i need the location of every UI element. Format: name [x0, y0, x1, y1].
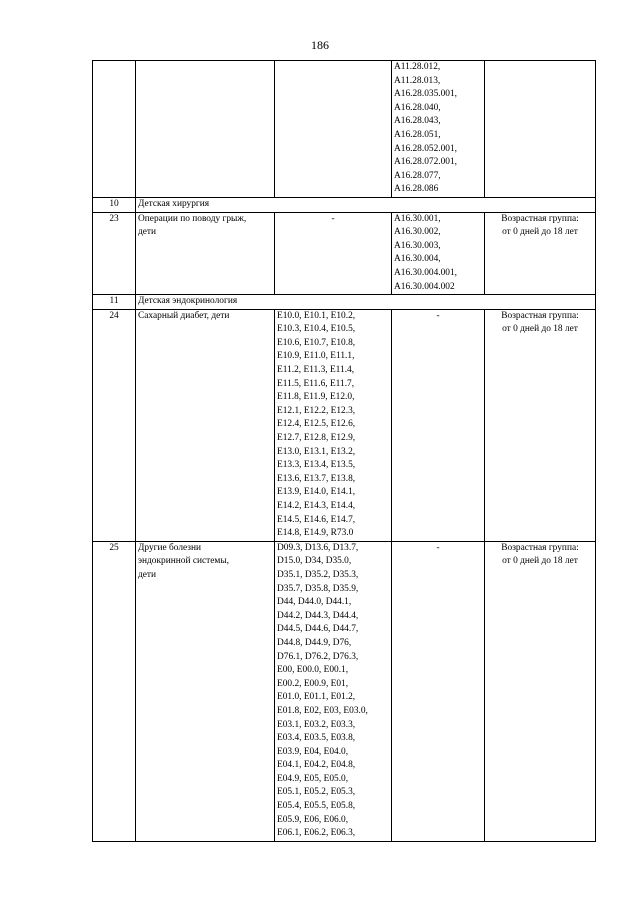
section-number: 10 [93, 197, 136, 212]
row-diagnosis-codes [275, 61, 392, 198]
row-diagnosis-codes: D09.3, D13.6, D13.7, D15.0, D34, D35.0, D35.1, D35.2, D35.3, D35.7, D35.8, D35.9, D44, D44.0, D44.1, D44.2, D44.3, D44.4, D44.5, D44.6, D44.7, D44.8, D44.9, D76, D76.1, D76.2, D76.3, E00, E00.0, E00.1, E00.2, E00.9, E01, E01.0, E01.1, E01.2, E01.8, E02, E03, E03.0, E03.1, E03.2, E03.3, E03.4, E03.5, E03.8, E03.9, E04, E04.0, E04.1, E04.2, E04.8, E04.9, E05, E05.0, E05.1, E05.2, E05.3, E05.4, E05.5, E05.8, E05.9, E06, E06.0, E06.1, E06.2, E06.3, [275, 541, 392, 841]
row-service-codes: A16.30.001, A16.30.002, A16.30.003, A16.30.004, A16.30.004.001, A16.30.004.002 [392, 212, 485, 295]
row-number: 25 [93, 541, 136, 841]
section-row [93, 295, 596, 310]
row-name: Операции по поводу грыж, дети [136, 212, 275, 295]
table-row [93, 61, 596, 198]
row-diagnosis-codes: - [275, 212, 392, 295]
table-row [93, 541, 596, 841]
row-diagnosis-codes: E10.0, E10.1, E10.2, E10.3, E10.4, E10.5, E10.6, E10.7, E10.8, E10.9, E11.0, E11.1, E11.2, E11.3, E11.4, E11.5, E11.6, E11.7, E11.8, E11.9, E12.0, E12.1, E12.2, E12.3, E12.4, E12.5, E12.6, E12.7, E12.8, E12.9, E13.0, E13.1, E13.2, E13.3, E13.4, E13.5, E13.6, E13.7, E13.8, E13.9, E14.0, E14.1, E14.2, E14.3, E14.4, E14.5, E14.6, E14.7, E14.8, E14.9, R73.0 [275, 309, 392, 541]
row-note [485, 61, 596, 198]
row-service-codes: A11.28.012, A11.28.013, A16.28.035.001, A16.28.040, A16.28.043, A16.28.051, A16.28.052.001, A16.28.072.001, A16.28.077, A16.28.086 [392, 61, 485, 198]
section-title: Детская эндокринология [136, 295, 596, 310]
page-number: 186 [311, 38, 329, 52]
table-row [93, 309, 596, 541]
row-service-codes: - [392, 309, 485, 541]
section-number: 11 [93, 295, 136, 310]
services-table [92, 60, 596, 842]
row-note: Возрастная группа: от 0 дней до 18 лет [485, 212, 596, 295]
section-title: Детская хирургия [136, 197, 596, 212]
table-row [93, 212, 596, 295]
row-name: Сахарный диабет, дети [136, 309, 275, 541]
row-note: Возрастная группа: от 0 дней до 18 лет [485, 541, 596, 841]
row-number: 23 [93, 212, 136, 295]
row-service-codes: - [392, 541, 485, 841]
row-note: Возрастная группа: от 0 дней до 18 лет [485, 309, 596, 541]
section-row [93, 197, 596, 212]
row-name: Другие болезни эндокринной системы, дети [136, 541, 275, 841]
row-number [93, 61, 136, 198]
row-name [136, 61, 275, 198]
row-number: 24 [93, 309, 136, 541]
